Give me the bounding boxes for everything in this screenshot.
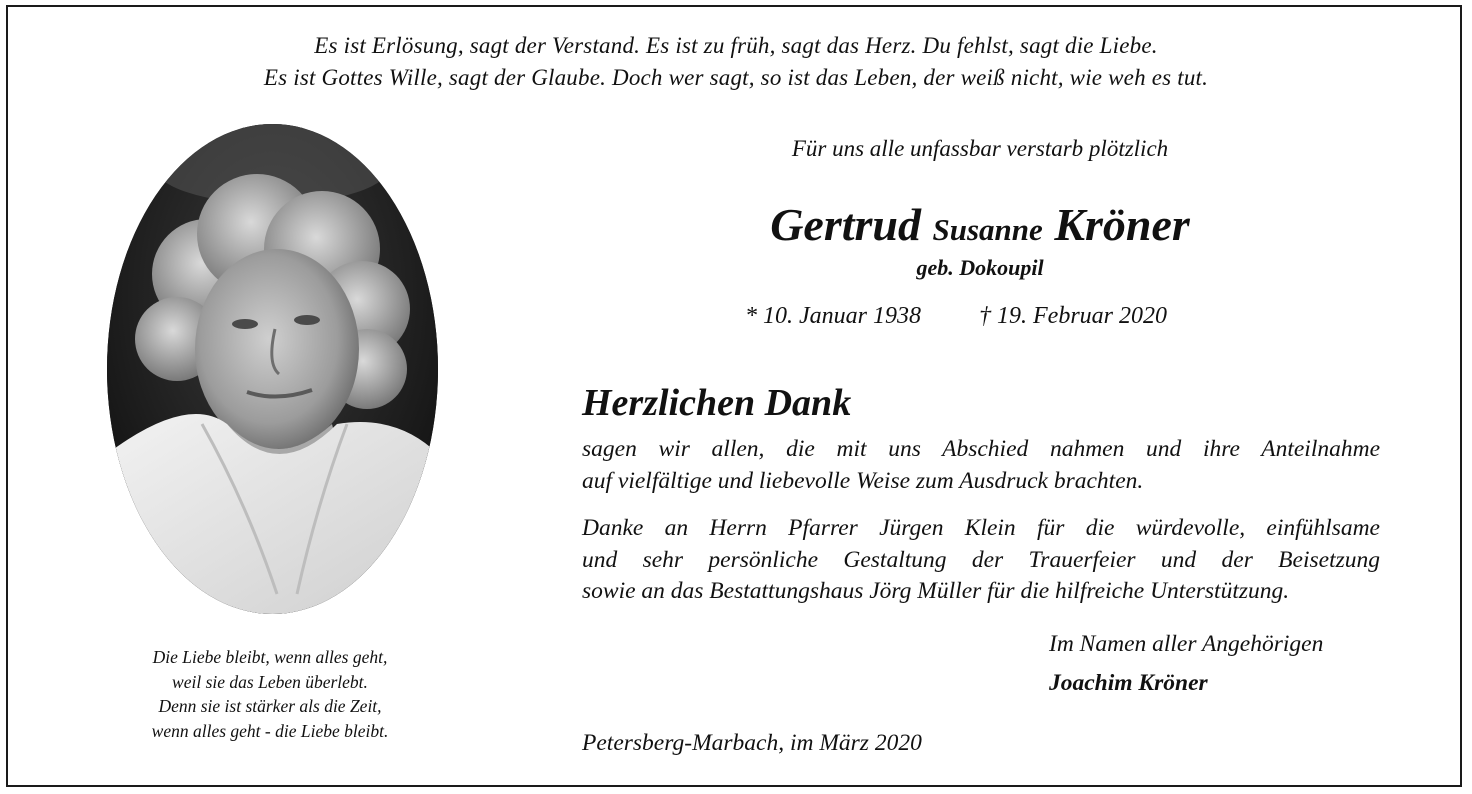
memorial-poem	[70, 645, 470, 743]
first-name: Gertrud	[770, 199, 922, 250]
paragraph-line: sowie an das Bestattungshaus Jörg Müller für die hilfreiche Unterstützung.	[582, 578, 1290, 604]
signature-name: Joachim Kröner	[1049, 670, 1208, 696]
signature-intro: Im Namen aller Angehörigen	[1049, 631, 1324, 657]
thanks-heading: Herzlichen Dank	[582, 382, 852, 424]
paragraph-line: Danke an Herrn Pfarrer Jürgen Klein für die würdevolle, einfühlsame	[582, 515, 1380, 541]
portrait-photo	[107, 124, 438, 614]
birth-date: * 10. Januar 1938	[745, 303, 921, 329]
last-name: Kröner	[1054, 199, 1190, 250]
obituary-intro: Für uns alle unfassbar verstarb plötzlich	[791, 136, 1169, 161]
place-and-date: Petersberg-Marbach, im März 2020	[582, 730, 922, 756]
poem-line: Die Liebe bleibt, wenn alles geht,	[152, 647, 388, 667]
paragraph-line: und sehr persönliche Gestaltung der Trauerfeier und der Beisetzung	[582, 546, 1380, 573]
middle-name: Susanne	[932, 212, 1043, 247]
poem-line: weil sie das Leben überlebt.	[172, 671, 368, 692]
motto-line: Es ist Erlösung, sagt der Verstand. Es ist zu früh, sagt das Herz. Du fehlst, sagt die Liebe.	[314, 33, 1158, 58]
thanks-paragraph-1	[582, 434, 1380, 497]
motto-line: Es ist Gottes Wille, sagt der Glaube. Doch wer sagt, so ist das Leben, der weiß nicht, wie weh es tut.	[263, 65, 1209, 90]
portrait-photo-icon	[107, 124, 438, 614]
poem-line: wenn alles geht - die Liebe bleibt.	[151, 720, 389, 741]
death-date: † 19. Februar 2020	[979, 303, 1167, 329]
birth-name: geb. Dokoupil	[916, 255, 1044, 280]
motto-quote	[0, 30, 1472, 94]
life-dates	[745, 303, 1167, 330]
paragraph-line: sagen wir allen, die mit uns Abschied nahmen und ihre Anteilnahme	[582, 436, 1380, 462]
thanks-paragraph-2	[582, 513, 1380, 608]
paragraph-line: auf vielfältige und liebevolle Weise zum Ausdruck brachten.	[582, 467, 1144, 494]
poem-line: Denn sie ist stärker als die Zeit,	[158, 696, 382, 716]
deceased-name	[580, 197, 1380, 258]
